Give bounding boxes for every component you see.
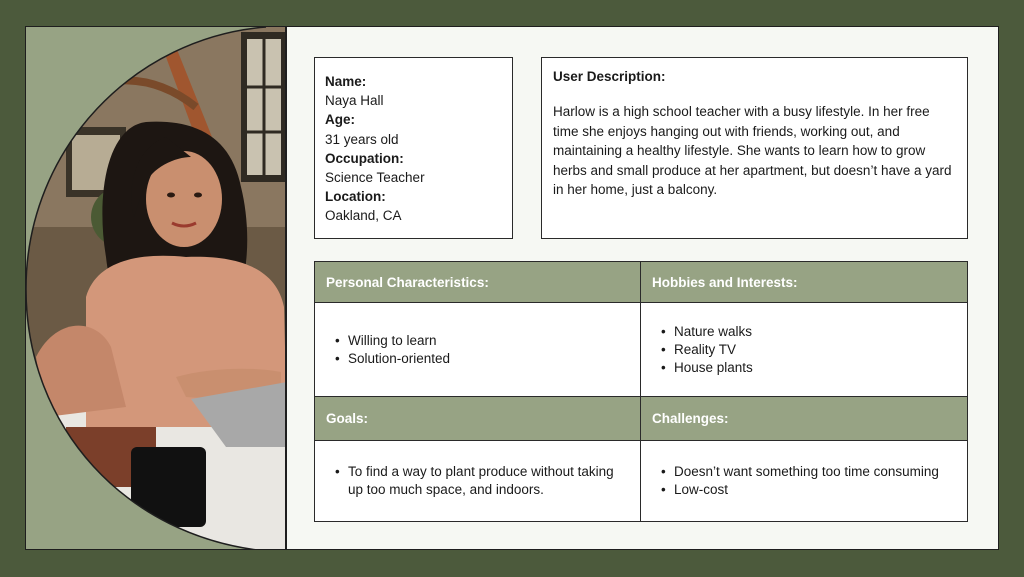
- characteristics-grid: [314, 261, 968, 522]
- location-label: Location:: [325, 189, 386, 205]
- challenges-header: Challenges:: [641, 397, 967, 440]
- personal-list: [315, 332, 450, 368]
- age-label: Age:: [325, 112, 355, 128]
- personal-characteristics-body: [315, 303, 640, 396]
- list-item: • Reality TV: [674, 341, 753, 359]
- name-value: Naya Hall: [325, 93, 384, 109]
- description-title: User Description:: [553, 69, 666, 84]
- list-item: • House plants: [674, 359, 753, 377]
- profile-info-box: [314, 57, 513, 239]
- description-text: Harlow is a high school teacher with a busy lifestyle. In her free time she enjoys hanging out with friends, working out, and maintaining a healthy lifestyle. She wants to learn how to grow herbs and small produce at her apartment, but doesn’t have a yard in her home, just a balcony.: [553, 104, 952, 197]
- photo-panel: [26, 27, 287, 550]
- list-item: • Solution-oriented: [348, 350, 450, 368]
- list-item: • Low-cost: [674, 481, 939, 499]
- personal-characteristics-header: Personal Characteristics:: [315, 262, 640, 302]
- challenges-body: [641, 441, 967, 521]
- goals-body: [315, 441, 640, 521]
- list-item: • Willing to learn: [348, 332, 450, 350]
- grid-divider-vertical: [640, 262, 641, 521]
- grid-divider: [315, 396, 967, 397]
- goals-list: [315, 463, 630, 499]
- occupation-label: Occupation:: [325, 150, 404, 166]
- age-value: 31 years old: [325, 131, 399, 147]
- location-value: Oakland, CA: [325, 208, 402, 224]
- goals-header: Goals:: [315, 397, 640, 440]
- challenges-list: [641, 463, 939, 499]
- list-item: • To find a way to plant produce without taking up too much space, and indoors.: [348, 463, 630, 499]
- list-item: • Nature walks: [674, 323, 753, 341]
- hobbies-header: Hobbies and Interests:: [641, 262, 967, 302]
- list-item: • Doesn’t want something too time consuming: [674, 463, 939, 481]
- name-label: Name:: [325, 74, 367, 89]
- hobbies-body: [641, 303, 967, 396]
- grid-divider: [315, 302, 967, 303]
- occupation-value: Science Teacher: [325, 170, 425, 186]
- hobbies-list: [641, 323, 753, 377]
- user-description-box: [541, 57, 968, 239]
- persona-photo: [26, 27, 287, 550]
- grid-divider: [315, 440, 967, 441]
- persona-card: [25, 26, 999, 550]
